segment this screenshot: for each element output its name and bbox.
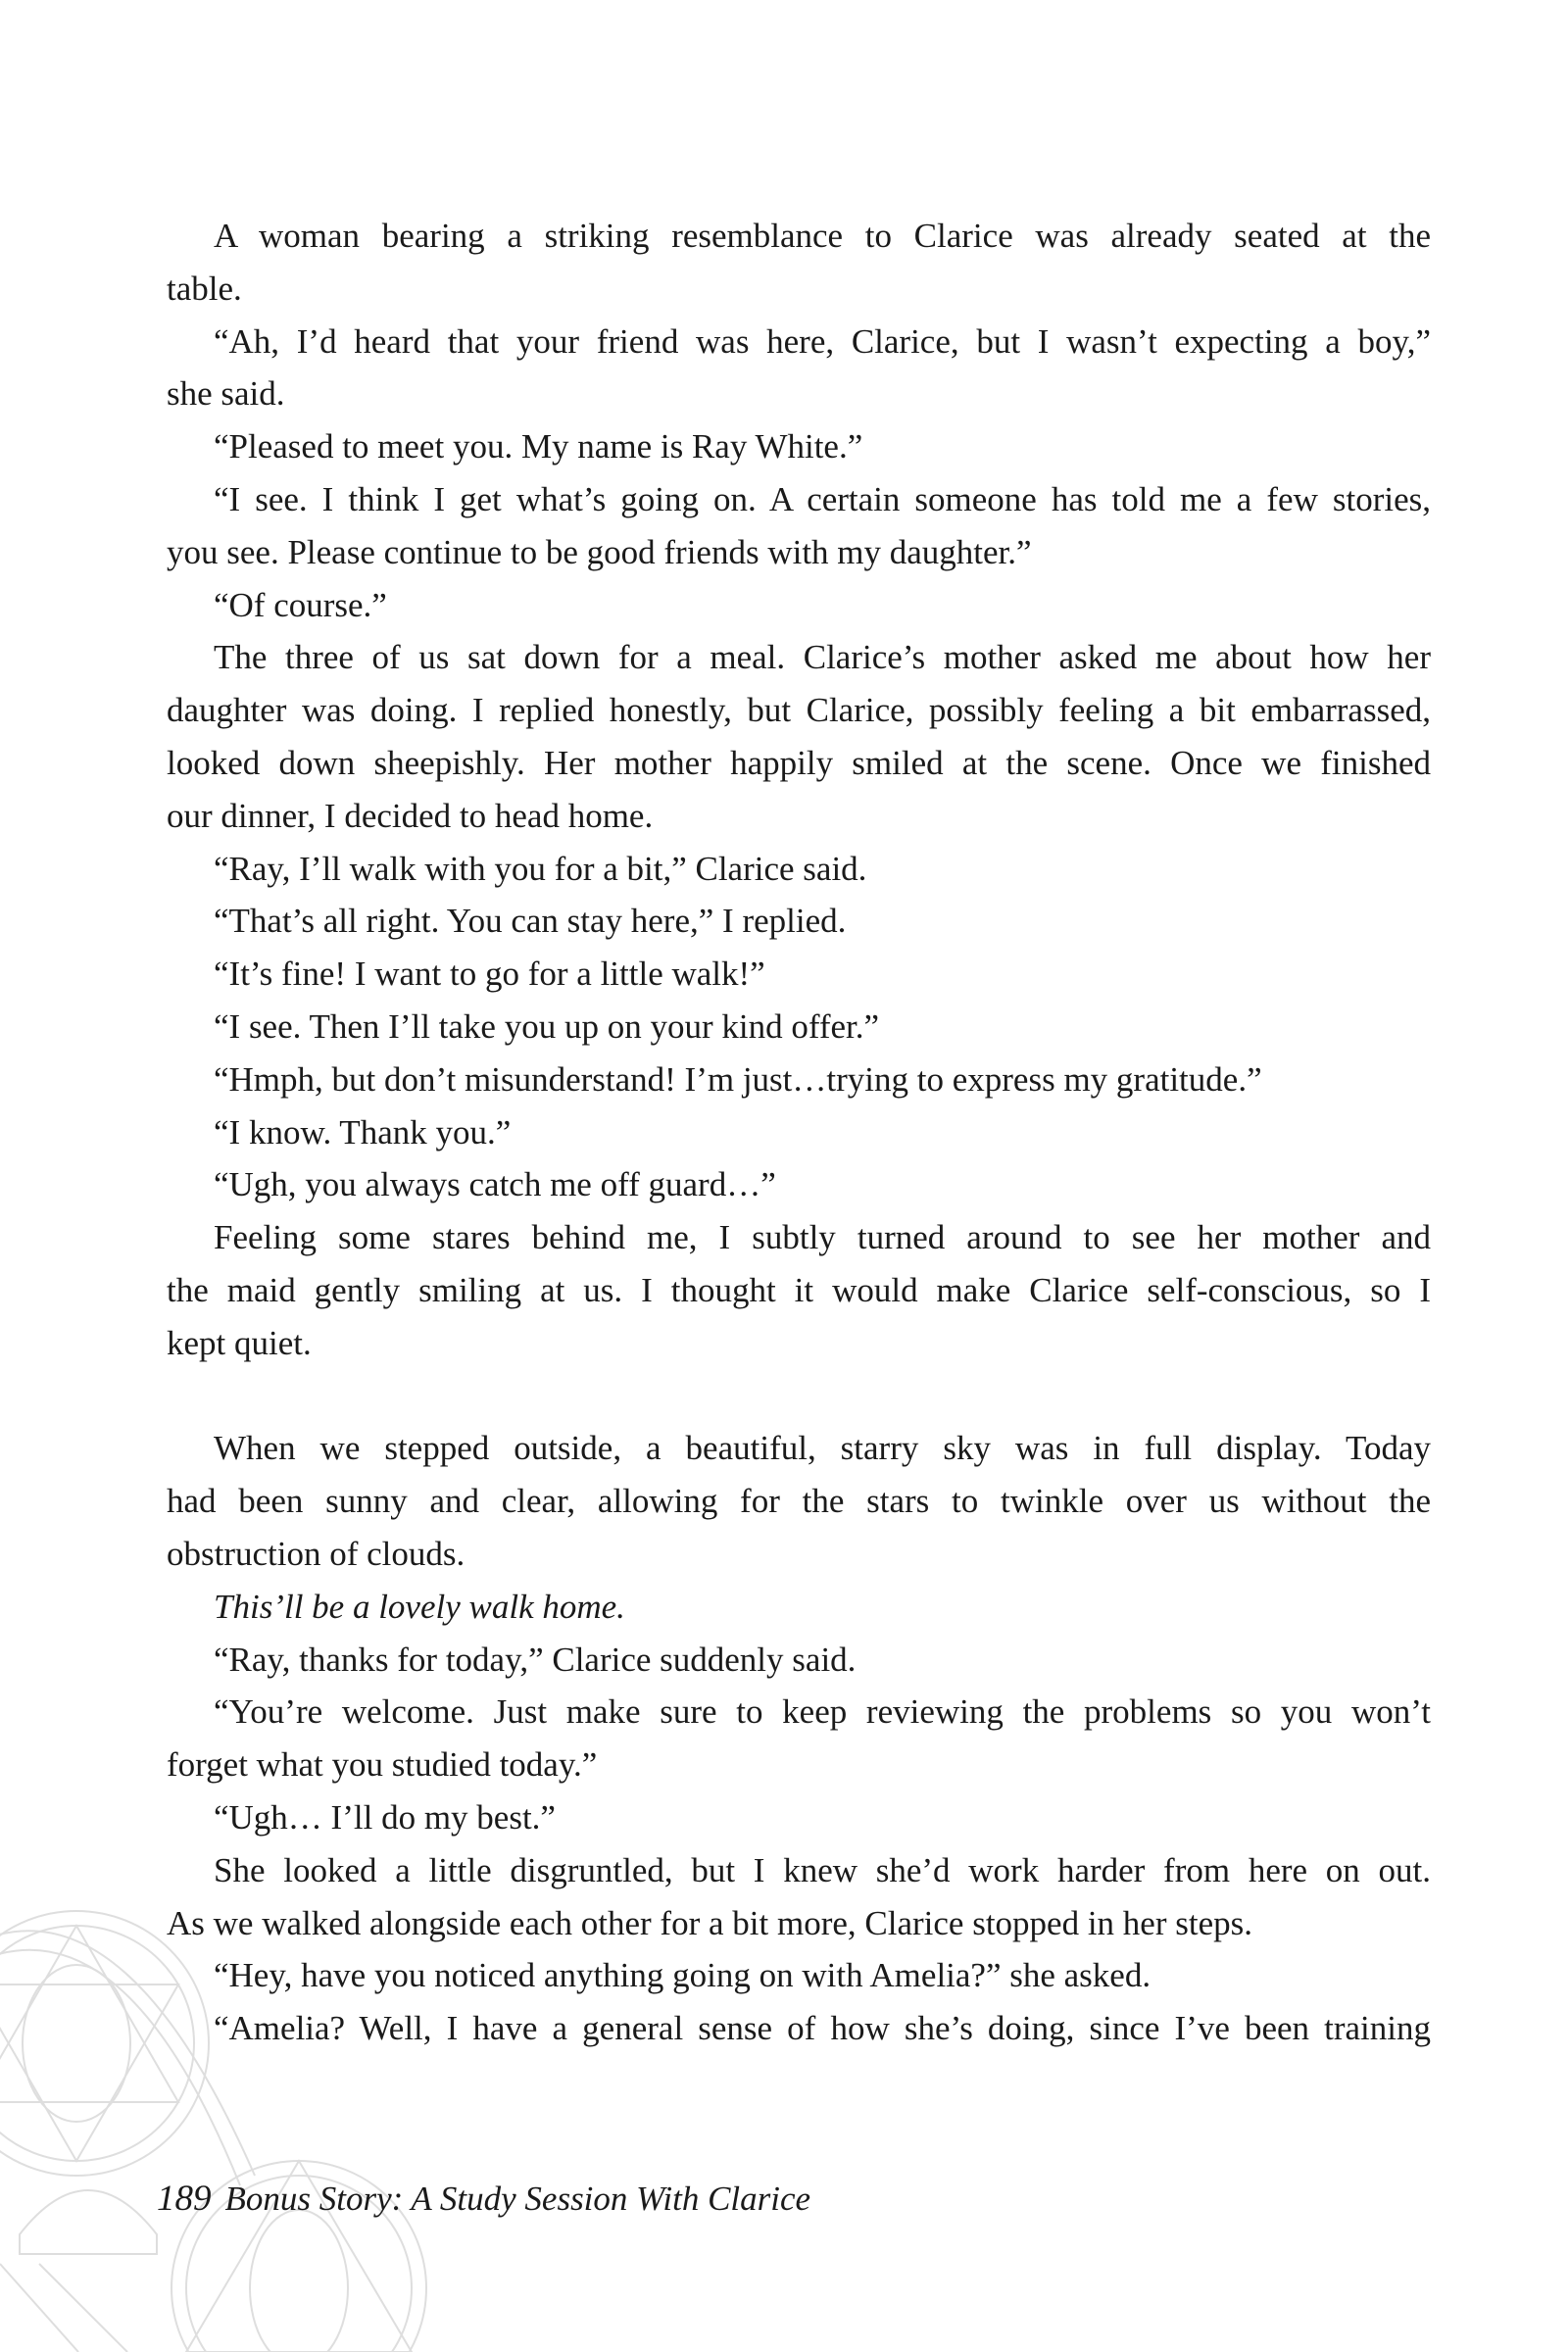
text-line: our dinner, I decided to head home. [167,796,654,835]
text-line: When we stepped outside, a beautiful, starry sky was in full display. Today [214,1429,1431,1468]
text-line: table. [167,269,242,308]
text-line: “I know. Thank you.” [214,1112,512,1152]
text-line: This’ll be a lovely walk home. [214,1587,625,1626]
text-line: A woman bearing a striking resemblance to Clarice was already seated at the [214,217,1431,255]
text-line: had been sunny and clear, allowing for the stars to twinkle over us without the [167,1482,1431,1521]
text-line: The three of us sat down for a meal. Clarice’s mother asked me about how her [214,638,1431,677]
text-line: “Ray, thanks for today,” Clarice suddenly said. [214,1640,857,1679]
text-line: “I see. Then I’ll take you up on your kind offer.” [214,1007,880,1046]
running-title: Bonus Story: A Study Session With Clarice [224,2180,811,2218]
text-line: daughter was doing. I replied honestly, but Clarice, possibly feeling a bit embarrassed, [167,691,1431,730]
text-line: obstruction of clouds. [167,1535,466,1573]
text-line: Feeling some stares behind me, I subtly turned around to see her mother and [214,1218,1431,1257]
text-line: She looked a little disgruntled, but I knew she’d work harder from here on out. [214,1850,1431,1889]
text-line: forget what you studied today.” [167,1745,598,1785]
text-line: “Amelia? Well, I have a general sense of how she’s doing, since I’ve been training [214,2009,1431,2048]
text-line: As we walked alongside each other for a bit more, Clarice stopped in her steps. [167,1903,1252,1942]
text-line: “Of course.” [214,585,387,624]
text-line: “It’s fine! I want to go for a little walk!” [214,955,765,994]
text-line: “Ugh, you always catch me off guard…” [214,1165,776,1204]
page-footer [157,2178,810,2220]
text-line: “You’re welcome. Just make sure to keep reviewing the problems so you won’t [214,1692,1431,1732]
text-line: “Ugh… I’ll do my best.” [214,1798,556,1837]
text-line: she said. [167,374,285,414]
text-line: you see. Please continue to be good friends with my daughter.” [167,532,1032,571]
text-line: “Ah, I’d heard that your friend was here, Clarice, but I wasn’t expecting a boy,” [214,321,1431,361]
text-line: “Pleased to meet you. My name is Ray White.” [214,427,863,466]
text-line: “Hmph, but don’t misunderstand! I’m just…trying to express my gratitude.” [214,1059,1262,1099]
text-line: “Ray, I’ll walk with you for a bit,” Clarice said. [214,849,867,888]
text-line: “That’s all right. You can stay here,” I replied. [214,902,847,941]
text-line: looked down sheepishly. Her mother happily smiled at the scene. Once we finished [167,744,1431,782]
text-line: “I see. I think I get what’s going on. A certain someone has told me a few stories, [214,480,1431,518]
text-line: the maid gently smiling at us. I thought it would make Clarice self-conscious, so I [167,1271,1431,1309]
blank-line [167,1370,1431,1423]
page-number: 189 [157,2179,212,2219]
text-line: “Hey, have you noticed anything going on with Amelia?” she asked. [214,1956,1152,1995]
text-line: kept quiet. [167,1323,312,1362]
